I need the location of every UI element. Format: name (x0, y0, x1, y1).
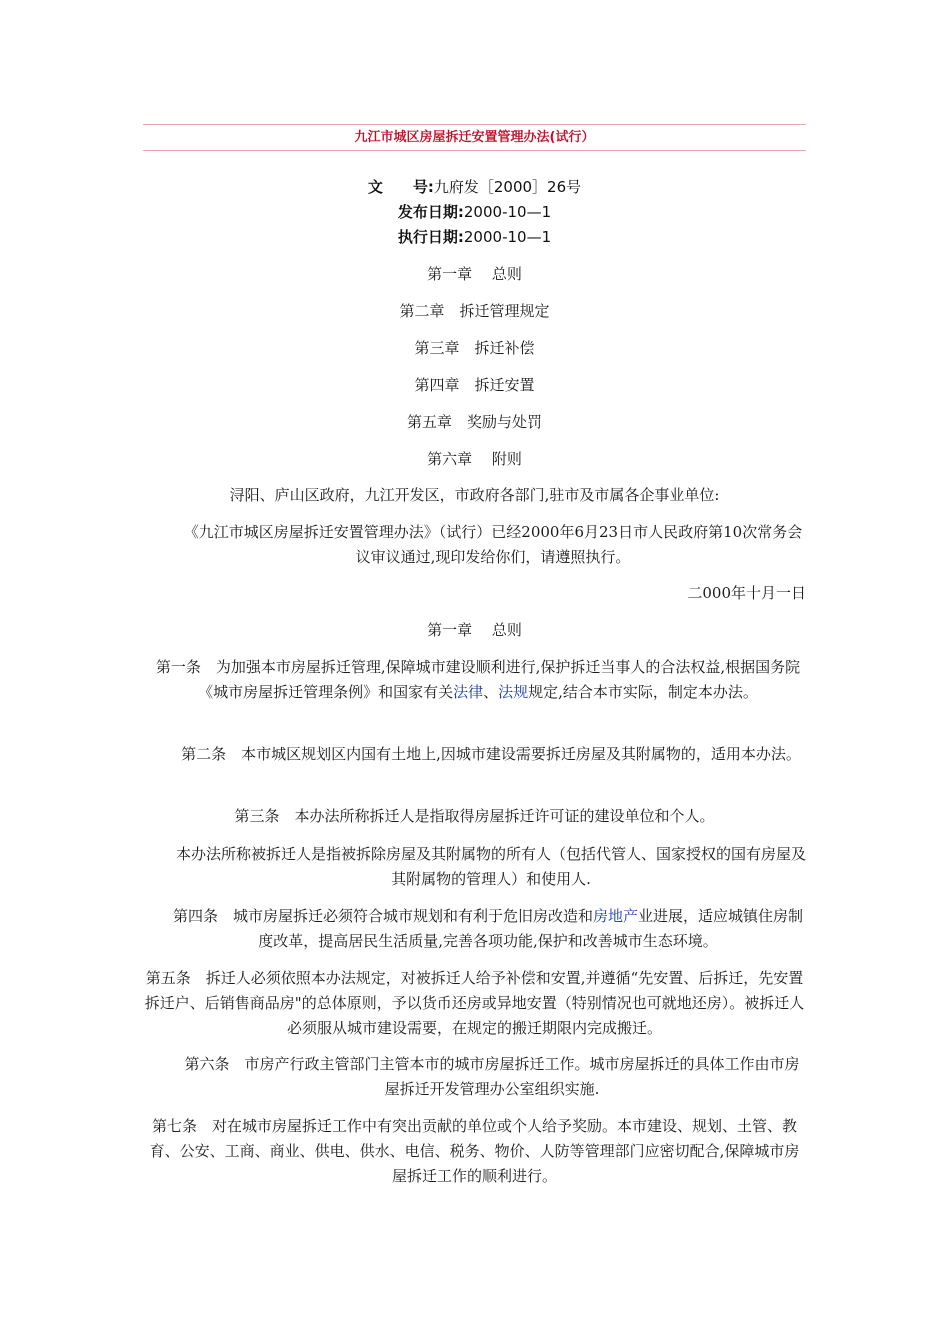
article-6: 第六条 市房产行政主管部门主管本市的城市房屋拆迁工作。城市房屋拆迁的具体工作由市房屋拆迁开发管理办公室组织实施. (184, 1055, 800, 1098)
toc-item: 第二章 拆迁管理规定 (399, 302, 550, 320)
article-3: 第三条 本办法所称拆迁人是指取得房屋拆迁许可证的建设单位和个人。 (234, 807, 715, 825)
article-7: 第七条 对在城市房屋拆迁工作中有突出贡献的单位或个人给予奖励。本市建设、规划、土管、教育、公安、工商、商业、供电、供水、电信、税务、物价、人防等管理部门应密切配合,保障城市房屋拆迁工作的顺利进行。 (149, 1117, 800, 1185)
article-1-text: 第一条 为加强本市房屋拆迁管理,保障城市建设顺利进行,保护拆迁当事人的合法权益,根据国务院《城市房屋拆迁管理条例》和国家有关 (155, 658, 801, 701)
toc-item: 第一章 总则 (427, 265, 522, 283)
real-estate-link[interactable]: 房地产 (592, 907, 638, 925)
notice-paragraph: 《九江市城区房屋拆迁安置管理办法》（试行）已经2000年6月23日市人民政府第10次常务会议审议通过,现印发给你们，请遵照执行。 (183, 523, 803, 566)
issue-date: 二000年十月一日 (687, 584, 806, 602)
toc-item: 第六章 附则 (427, 450, 522, 468)
article-4-text: 第四条 城市房屋拆迁必须符合城市规划和有利于危旧房改造和 (172, 907, 593, 925)
regulation-link[interactable]: 法规 (498, 683, 529, 701)
doc-number-value: 九府发［2000］26号 (433, 178, 582, 196)
article-1-sep: 、 (483, 683, 499, 701)
article-4-text-end: 业进展，适应城镇住房制度改革，提高居民生活质量,完善各项功能,保护和改善城市生态环境。 (258, 907, 804, 950)
exec-date-label: 执行日期: (397, 228, 464, 246)
exec-date-line (143, 225, 806, 250)
publish-date-value: 2000-10—1 (463, 203, 552, 221)
article-5: 第五条 拆迁人必须依照本办法规定，对被拆迁人给予补偿和安置,并遵循“先安置、后拆迁，先安置拆迁户、后销售商品房"的总体原则，予以货币还房或异地安置（特别情况也可就地还房）。被拆迁人必须服从城市建设需要，在规定的搬迁期限内完成搬迁。 (144, 969, 805, 1037)
publish-date-label: 发布日期: (397, 203, 464, 221)
title-top-rule (143, 124, 806, 125)
article-4 (170, 904, 806, 954)
doc-number-label: 文 号: (367, 178, 434, 196)
title-bottom-rule (143, 150, 806, 151)
article-1 (150, 655, 806, 705)
addressee: 浔阳、庐山区政府，九江开发区，市政府各部门,驻市及市属各企事业单位: (229, 486, 720, 504)
chapter-heading: 第一章 总则 (427, 621, 522, 639)
toc-item: 第四章 拆迁安置 (414, 376, 535, 394)
document-title: 九江市城区房屋拆迁安置管理办法(试行） (354, 130, 595, 145)
toc-item: 第三章 拆迁补偿 (414, 339, 535, 357)
article-2: 第二条 本市城区规划区内国有土地上,因城市建设需要拆迁房屋及其附属物的，适用本办法。 (181, 745, 801, 763)
doc-number-line (143, 175, 806, 200)
article-1-text-end: 规定,结合本市实际，制定本办法。 (528, 683, 758, 701)
law-link[interactable]: 法律 (453, 683, 484, 701)
article-3-definition: 本办法所称被拆迁人是指被拆除房屋及其附属物的所有人（包括代管人、国家授权的国有房屋及其附属物的管理人）和使用人. (176, 845, 807, 888)
publish-date-line (143, 200, 806, 225)
toc-item: 第五章 奖励与处罚 (406, 413, 542, 431)
exec-date-value: 2000-10—1 (463, 228, 552, 246)
